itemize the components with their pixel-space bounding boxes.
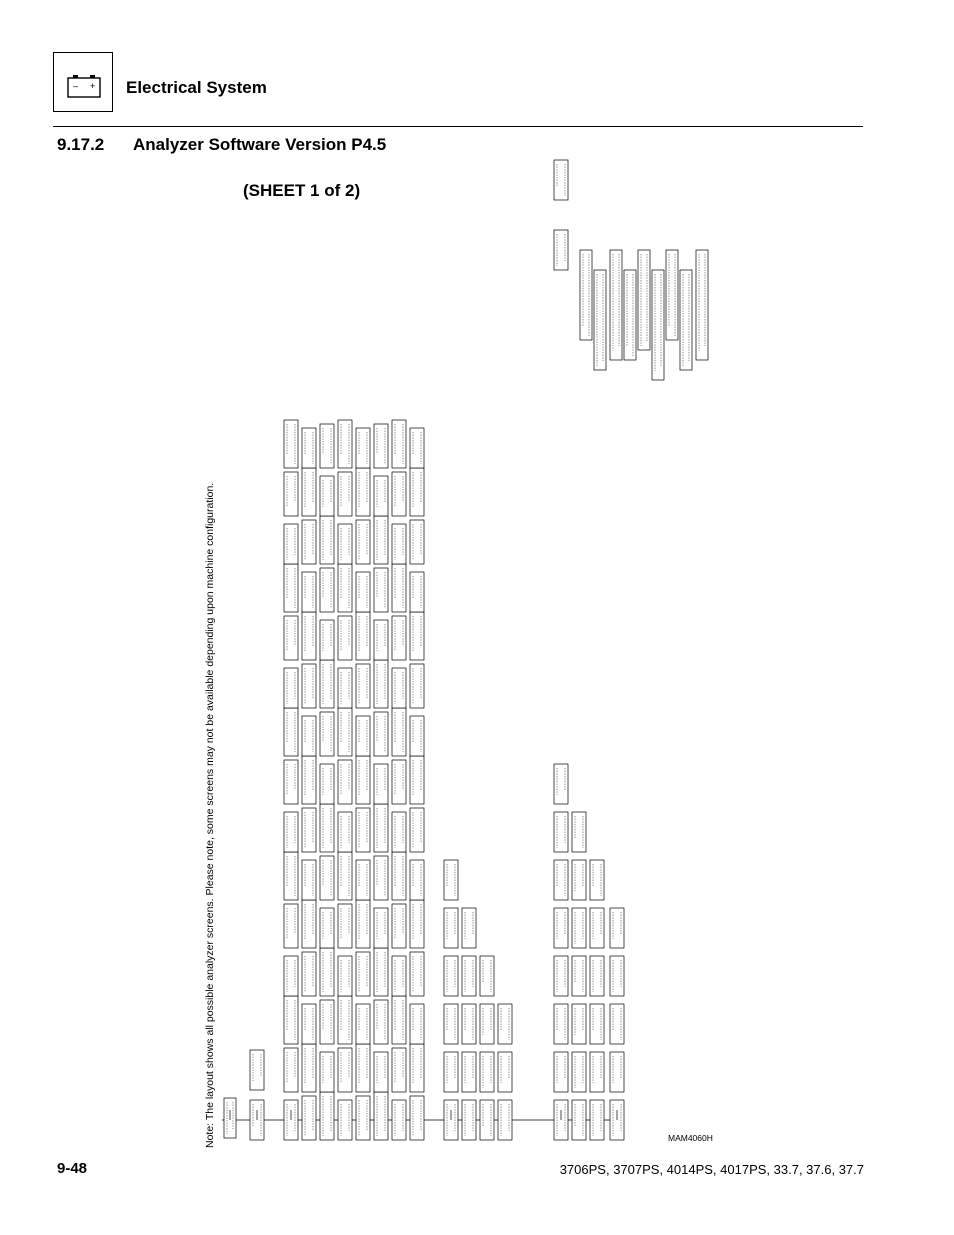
menu-screen-box	[410, 664, 424, 708]
menu-screen-box	[498, 1100, 512, 1140]
menu-screen-box	[590, 1004, 604, 1044]
page-number: 9-48	[57, 1160, 88, 1177]
menu-screen-box	[338, 760, 352, 804]
menu-screen-box	[302, 1044, 316, 1092]
menu-screen-box	[410, 756, 424, 804]
menu-screen-box	[302, 468, 316, 516]
menu-screen-box	[302, 952, 316, 996]
menu-screen-box	[320, 424, 334, 468]
menu-screen-box	[462, 1052, 476, 1092]
menu-screen-box	[302, 808, 316, 852]
menu-screen-box	[480, 1100, 494, 1140]
menu-screen-box	[374, 908, 388, 948]
menu-screen-box	[498, 1052, 512, 1092]
menu-screen-box	[554, 1052, 568, 1092]
menu-screen-box	[320, 568, 334, 612]
battery-icon	[67, 74, 101, 98]
menu-screen-box	[444, 908, 458, 948]
menu-screen-box	[554, 764, 568, 804]
menu-screen-box	[374, 712, 388, 756]
menu-screen-box	[284, 472, 298, 516]
menu-screen-box	[356, 468, 370, 516]
menu-screen-box	[590, 860, 604, 900]
menu-screen-box	[392, 760, 406, 804]
menu-screen-box	[338, 616, 352, 660]
menu-screen-box	[302, 664, 316, 708]
menu-screen-box	[392, 956, 406, 996]
menu-screen-box	[302, 716, 316, 756]
menu-screen-box	[302, 860, 316, 900]
menu-screen-box	[554, 956, 568, 996]
menu-screen-box	[284, 616, 298, 660]
menu-screen-box	[554, 908, 568, 948]
menu-screen-box	[320, 620, 334, 660]
menu-screen-box	[554, 812, 568, 852]
menu-screen-box	[374, 804, 388, 852]
menu-screen-box	[284, 420, 298, 468]
menu-screen-box	[410, 1044, 424, 1092]
menu-screen-box	[356, 664, 370, 708]
menu-screen-box	[374, 568, 388, 612]
menu-screen-box	[338, 1048, 352, 1092]
menu-screen-box	[374, 856, 388, 900]
menu-screen-box	[410, 808, 424, 852]
menu-screen-box	[250, 1050, 264, 1090]
menu-screen-box	[338, 564, 352, 612]
menu-screen-box	[696, 250, 708, 360]
menu-screen-box	[554, 1004, 568, 1044]
menu-screen-box	[356, 1044, 370, 1092]
menu-screen-box	[284, 760, 298, 804]
menu-screen-box	[320, 908, 334, 948]
menu-screen-box	[610, 1004, 624, 1044]
menu-screen-box	[320, 1052, 334, 1092]
menu-screen-box	[572, 1052, 586, 1092]
menu-screen-box	[302, 1096, 316, 1140]
menu-screen-box	[356, 756, 370, 804]
menu-screen-box	[284, 524, 298, 564]
menu-screen-box	[338, 812, 352, 852]
menu-screen-box	[480, 956, 494, 996]
menu-screen-box	[356, 1096, 370, 1140]
menu-screen-box	[284, 852, 298, 900]
section-title: Electrical System	[126, 78, 267, 97]
menu-screen-box	[374, 764, 388, 804]
menu-screen-box	[590, 956, 604, 996]
menu-screen-box	[624, 270, 636, 360]
menu-screen-box	[410, 1004, 424, 1044]
menu-screen-box	[666, 250, 678, 340]
analyzer-menu-diagram	[200, 150, 720, 1150]
battery-minus-symbol: –	[73, 81, 79, 91]
menu-screen-box	[594, 270, 606, 370]
menu-screen-box	[320, 804, 334, 852]
menu-screen-box	[392, 708, 406, 756]
menu-screen-box	[590, 1100, 604, 1140]
header-rule	[53, 126, 863, 127]
menu-screen-box	[284, 956, 298, 996]
menu-screen-box	[302, 612, 316, 660]
menu-screen-box	[554, 160, 568, 200]
menu-screen-box	[284, 904, 298, 948]
menu-screen-box	[572, 812, 586, 852]
menu-screen-box	[302, 900, 316, 948]
menu-screen-box	[610, 250, 622, 360]
menu-screen-box	[320, 1000, 334, 1044]
menu-screen-box	[374, 1092, 388, 1140]
menu-screen-box	[338, 524, 352, 564]
menu-screen-box	[680, 270, 692, 370]
heading-title: Analyzer Software Version P4.5	[133, 135, 387, 154]
menu-screen-box	[320, 712, 334, 756]
menu-screen-box	[374, 1052, 388, 1092]
menu-screen-box	[554, 860, 568, 900]
menu-screen-box	[284, 996, 298, 1044]
menu-screen-box	[374, 660, 388, 708]
model-list: 3706PS, 3707PS, 4014PS, 4017PS, 33.7, 37.6, 37.7	[559, 1162, 864, 1177]
menu-screen-box	[356, 952, 370, 996]
menu-screen-box	[410, 468, 424, 516]
menu-screen-box	[320, 476, 334, 516]
menu-screen-box	[410, 612, 424, 660]
menu-screen-box	[572, 1004, 586, 1044]
menu-screen-box	[284, 564, 298, 612]
menu-screen-box	[320, 1092, 334, 1140]
menu-screen-box	[444, 860, 458, 900]
menu-screen-box	[410, 428, 424, 468]
menu-screen-box	[610, 908, 624, 948]
menu-screen-box	[356, 808, 370, 852]
menu-screen-box	[554, 230, 568, 270]
heading-number: 9.17.2	[57, 135, 105, 154]
menu-screen-box	[610, 1052, 624, 1092]
menu-screen-box	[392, 1048, 406, 1092]
battery-plus-symbol: +	[90, 81, 96, 91]
menu-screen-box	[444, 1052, 458, 1092]
menu-screen-box	[338, 420, 352, 468]
menu-screen-box	[338, 904, 352, 948]
menu-screen-box	[572, 908, 586, 948]
menu-screen-box	[392, 904, 406, 948]
menu-screen-box	[338, 708, 352, 756]
menu-screen-box	[374, 476, 388, 516]
menu-screen-box	[444, 956, 458, 996]
layout-note: Note: The layout shows all possible analyzer screens. Please note, some screens may not be available depending upon machine configuration.	[204, 482, 216, 1148]
sheet-label: (SHEET 1 of 2)	[243, 181, 361, 200]
menu-screen-box	[410, 860, 424, 900]
menu-screen-box	[498, 1004, 512, 1044]
menu-screen-box	[410, 520, 424, 564]
menu-screen-box	[302, 756, 316, 804]
menu-screen-box	[302, 428, 316, 468]
menu-screen-box	[356, 1004, 370, 1044]
menu-screen-box	[338, 1100, 352, 1140]
menu-screen-box	[392, 472, 406, 516]
menu-screen-box	[410, 952, 424, 996]
menu-screen-box	[652, 270, 664, 380]
menu-screen-box	[374, 620, 388, 660]
menu-screen-box	[374, 516, 388, 564]
menu-screen-box	[356, 860, 370, 900]
menu-screen-box	[462, 908, 476, 948]
menu-screen-box	[320, 516, 334, 564]
menu-screen-box	[356, 520, 370, 564]
menu-screen-box	[356, 900, 370, 948]
menu-screen-box	[590, 908, 604, 948]
header-icon-box	[53, 52, 113, 112]
menu-screen-box	[392, 524, 406, 564]
menu-screen-box	[374, 424, 388, 468]
menu-screen-box	[392, 996, 406, 1044]
menu-screen-box	[338, 956, 352, 996]
menu-screen-box	[338, 472, 352, 516]
menu-screen-box	[302, 520, 316, 564]
menu-screen-box	[480, 1004, 494, 1044]
menu-screen-box	[462, 1004, 476, 1044]
menu-screen-box	[444, 1004, 458, 1044]
menu-screen-box	[462, 956, 476, 996]
menu-screen-box	[356, 716, 370, 756]
menu-screen-box	[572, 1100, 586, 1140]
menu-screen-box	[356, 428, 370, 468]
menu-screen-box	[392, 420, 406, 468]
menu-screen-box	[284, 1048, 298, 1092]
menu-screen-box	[338, 996, 352, 1044]
menu-screen-box	[410, 716, 424, 756]
menu-screen-box	[302, 1004, 316, 1044]
menu-screen-box	[374, 948, 388, 996]
menu-screen-box	[356, 572, 370, 612]
menu-screen-box	[284, 812, 298, 852]
menu-screen-box	[392, 616, 406, 660]
menu-screen-box	[320, 856, 334, 900]
menu-screen-box	[320, 660, 334, 708]
menu-screen-box	[590, 1052, 604, 1092]
menu-screen-box	[572, 956, 586, 996]
menu-screen-box	[392, 564, 406, 612]
figure-id: MAM4060H	[668, 1133, 713, 1143]
menu-screen-box	[610, 956, 624, 996]
menu-screen-box	[356, 612, 370, 660]
menu-screen-box	[320, 948, 334, 996]
menu-screen-box	[392, 1100, 406, 1140]
menu-screen-box	[572, 860, 586, 900]
menu-screen-box	[284, 668, 298, 708]
menu-screen-box	[480, 1052, 494, 1092]
menu-screen-box	[580, 250, 592, 340]
menu-screen-box	[462, 1100, 476, 1140]
menu-screen-box	[410, 572, 424, 612]
menu-screen-box	[284, 708, 298, 756]
menu-screen-box	[392, 668, 406, 708]
menu-screen-box	[374, 1000, 388, 1044]
menu-screen-box	[302, 572, 316, 612]
menu-screen-box	[392, 852, 406, 900]
menu-screen-box	[338, 668, 352, 708]
menu-screen-box	[410, 1096, 424, 1140]
menu-screen-box	[392, 812, 406, 852]
menu-screen-box	[638, 250, 650, 350]
menu-screen-box	[320, 764, 334, 804]
menu-screen-box	[410, 900, 424, 948]
menu-screen-box	[338, 852, 352, 900]
